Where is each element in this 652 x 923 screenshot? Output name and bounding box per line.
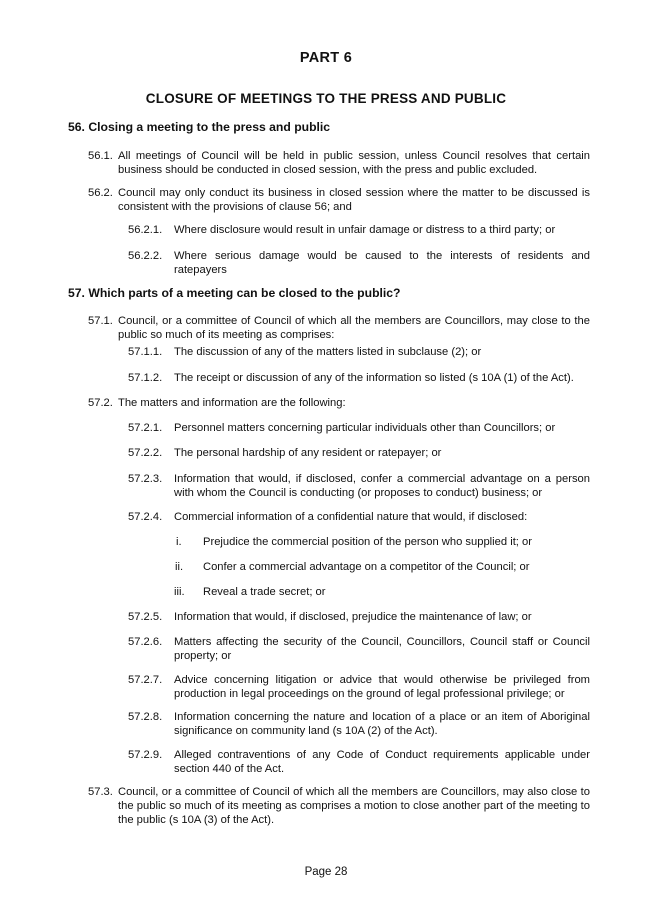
clause-number: 56.1. — [88, 150, 113, 162]
subclause-number: 56.2.2. — [128, 250, 163, 262]
subclause-text: Where disclosure would result in unfair damage or distress to a third party; or — [174, 224, 556, 236]
roman-number: i. — [176, 536, 182, 548]
subclause-number: 57.2.6. — [128, 636, 163, 648]
subclause-number: 57.2.2. — [128, 447, 163, 459]
subclause-text: Alleged contraventions of any Code of Conduct requirements applicable under section 440 of the Act. — [174, 749, 590, 775]
part-subtitle: CLOSURE OF MEETINGS TO THE PRESS AND PUBLIC — [145, 91, 507, 106]
subclause-number: 57.2.4. — [128, 511, 163, 523]
subclause-text: Information that would, if disclosed, prejudice the maintenance of law; or — [174, 611, 532, 623]
roman-item-text: Reveal a trade secret; or — [203, 586, 326, 598]
clause-text: Council, or a committee of Council of which all the members are Councillors, may close to the public so much of its meeting as comprises: — [118, 315, 590, 341]
subclause-number: 56.2.1. — [128, 224, 163, 236]
subclause-text: Commercial information of a confidential nature that would, if disclosed: — [174, 511, 528, 523]
subclause-text: Information concerning the nature and location of a place or an item of Aboriginal significance on community land (s 10A (2) of the Act). — [174, 711, 590, 737]
subclause-number: 57.2.5. — [128, 611, 163, 623]
roman-item-text: Confer a commercial advantage on a competitor of the Council; or — [203, 561, 530, 573]
clause-text: Council, or a committee of Council of which all the members are Councillors, may also close to the public so much of its meeting as comprises a motion to close another part of the meeting to the public (s 10A (3) of the Act). — [118, 786, 590, 826]
section-heading-57: 57. Which parts of a meeting can be closed to the public? — [68, 286, 401, 300]
subclause-text: Advice concerning litigation or advice that would otherwise be privileged from production in legal proceedings on the ground of legal professional privilege; or — [174, 674, 590, 700]
clause-text: The matters and information are the following: — [118, 397, 346, 409]
subclause-number: 57.2.9. — [128, 749, 163, 761]
part-title: PART 6 — [299, 50, 353, 66]
subclause-number: 57.2.3. — [128, 473, 163, 485]
subclause-text: Personnel matters concerning particular individuals other than Councillors; or — [174, 422, 556, 434]
page-number: Page 28 — [304, 866, 348, 878]
subclause-text: The receipt or discussion of any of the information so listed (s 10A (1) of the Act). — [174, 372, 574, 384]
subclause-text: The discussion of any of the matters listed in subclause (2); or — [174, 346, 482, 358]
subclause-number: 57.1.2. — [128, 372, 163, 384]
clause-text: All meetings of Council will be held in public session, unless Council resolves that certain business should be conducted in closed session, with the press and public excluded. — [118, 150, 590, 176]
clause-number: 57.1. — [88, 315, 113, 327]
roman-number: iii. — [174, 586, 185, 598]
subclause-number: 57.2.8. — [128, 711, 163, 723]
subclause-number: 57.1.1. — [128, 346, 163, 358]
section-heading-56: 56. Closing a meeting to the press and public — [68, 120, 331, 134]
subclause-text: The personal hardship of any resident or ratepayer; or — [174, 447, 442, 459]
clause-number: 57.2. — [88, 397, 113, 409]
subclause-number: 57.2.1. — [128, 422, 163, 434]
roman-item-text: Prejudice the commercial position of the person who supplied it; or — [203, 536, 532, 548]
clause-number: 56.2. — [88, 187, 113, 199]
subclause-text: Matters affecting the security of the Council, Councillors, Council staff or Council property; or — [174, 636, 590, 662]
roman-number: ii. — [175, 561, 184, 573]
subclause-number: 57.2.7. — [128, 674, 163, 686]
subclause-text: Information that would, if disclosed, confer a commercial advantage on a person with whom the Council is conducting (or proposes to conduct) business; or — [174, 473, 590, 499]
clause-text: Council may only conduct its business in closed session where the matter to be discussed is consistent with the provisions of clause 56; and — [118, 187, 590, 213]
clause-number: 57.3. — [88, 786, 113, 798]
subclause-text: Where serious damage would be caused to the interests of residents and ratepayers — [174, 250, 590, 276]
